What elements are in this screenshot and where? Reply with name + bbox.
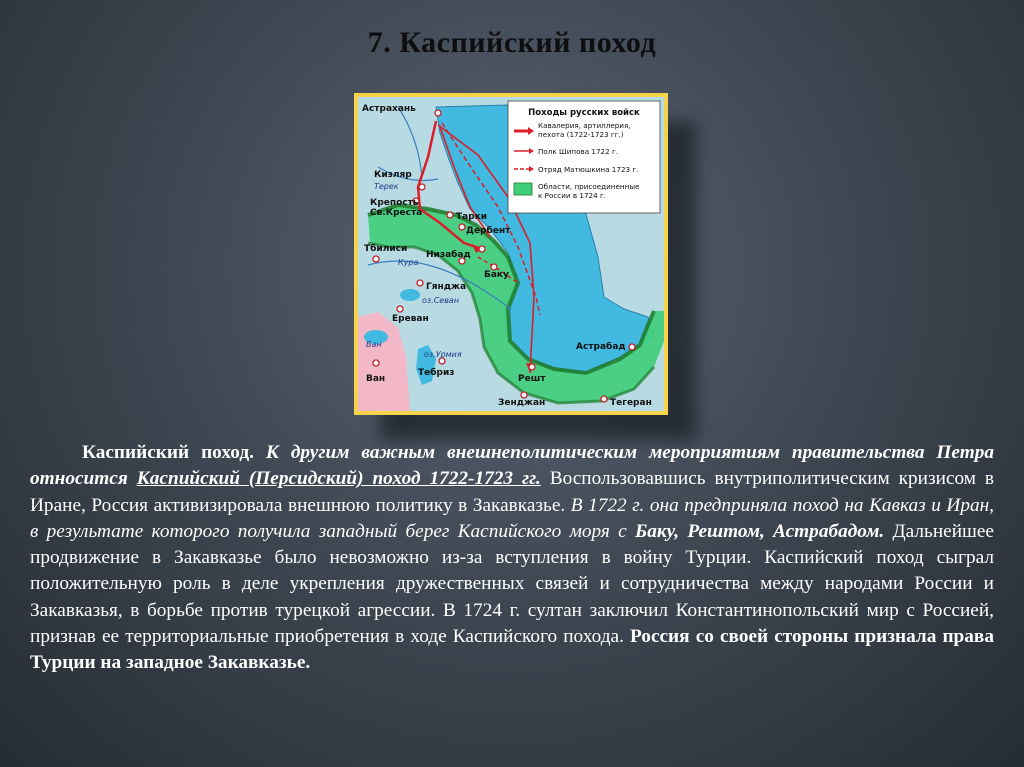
- legend-item-4-line1: Области, присоединенные: [538, 182, 640, 191]
- text-1722-campaign: В 1722 г. она предприняла поход на Кавказ и Иран, в результате которого получила западный берег Каспийского моря с: [30, 494, 994, 542]
- text-intro-italic: К другим важным внешнеполитическим мероприятиям правительства Петра относится: [30, 442, 994, 490]
- legend-item-1-line1: Кавалерия, артиллерия,: [538, 121, 631, 130]
- label-ganja: Гянджа: [426, 282, 467, 292]
- label-krepost: Крепость: [370, 198, 419, 208]
- label-van: Ван: [366, 374, 386, 384]
- label-tebriz: Тебриз: [418, 368, 455, 378]
- text-caspian-heading: Каспийский поход.: [82, 442, 254, 463]
- text-conclusion: Россия со своей стороны признала права Турции на западное Закавказье.: [30, 626, 994, 674]
- label-nizabad: Низабад: [426, 250, 471, 260]
- label-sevan: оз.Севан: [422, 296, 460, 305]
- legend-item-2: Полк Шипова 1722 г.: [538, 147, 619, 156]
- label-tbilisi: Тбилиси: [364, 244, 408, 254]
- label-baku: Баку: [484, 270, 509, 280]
- body-paragraph: [30, 440, 994, 677]
- map-legend: [508, 101, 660, 213]
- text-campaign-underlined: Каспийский (Персидский) поход 1722-1723 гг.: [136, 468, 541, 490]
- legend-item-4-line2: к России в 1724 г.: [538, 191, 607, 200]
- text-cities: Баку, Рештом, Астрабадом.: [635, 520, 885, 542]
- label-kizlyar: Кизляр: [374, 170, 412, 180]
- legend-item-3: Отряд Матюшкина 1723 г.: [538, 165, 639, 174]
- label-sv-kresta: Св.Креста: [370, 208, 423, 218]
- label-zenjan: Зенджан: [498, 398, 546, 408]
- label-resht: Решт: [518, 374, 546, 384]
- historical-map: [354, 93, 668, 415]
- label-kura: Кура: [398, 258, 419, 267]
- slide-title: 7. Каспийский поход: [367, 26, 657, 59]
- legend-item-1-line2: пехота (1722-1723 гг.): [538, 130, 624, 139]
- label-astrakhan: Астрахань: [362, 104, 416, 114]
- label-derbent: Дербент: [466, 226, 511, 236]
- label-tegeran: Тегеран: [610, 398, 652, 408]
- label-erevan: Ереван: [392, 314, 429, 324]
- label-astrabad: Астрабад: [576, 342, 626, 352]
- label-terek: Терек: [374, 182, 399, 191]
- label-urmia: оз.Урмия: [424, 350, 462, 359]
- text-further: Дальнейшее продвижение в Закавказье было невозможно из-за вступления в войну Турции. Каспийский поход сыграл положительную роль в деле укрепления дружественных связей и сотрудничества между народами России и Закавказья, в борьбе против турецкой агрессии. В 1724 г. султан заключил Константинопольский мир с Россией, признав ее территориальные приобретения в ходе Каспийского похода.: [30, 520, 994, 648]
- label-tarki: Тарки: [456, 212, 488, 222]
- text-iran-crisis: Воспользовавшись внутриполитическим кризисом в Иране, Россия активизировала внешнюю политику в Закавказье.: [30, 468, 995, 516]
- legend-title: Походы русских войск: [528, 108, 640, 118]
- label-van-lake: Ван: [366, 340, 382, 349]
